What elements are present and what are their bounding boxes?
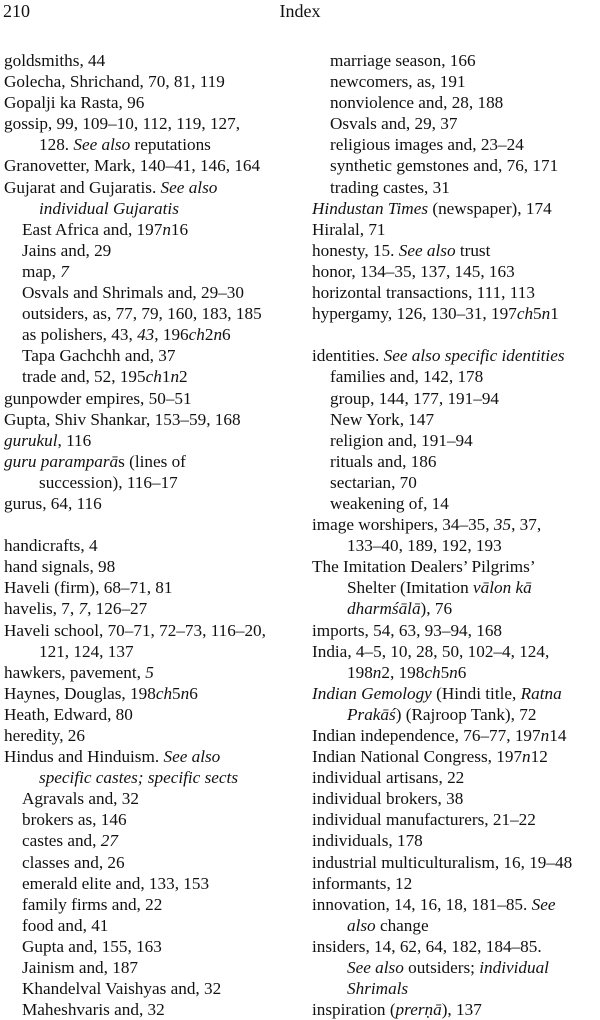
index-entry: individual artisans, 22 [312,768,465,788]
index-entry: havelis, 7, 7, 126–27 [4,599,148,619]
index-subentry: brokers as, 146 [22,810,127,830]
index-entry: horizontal transactions, 111, 113 [312,283,535,303]
index-entry-continuation: See also outsiders; individual [347,958,549,978]
index-entry: individuals, 178 [312,831,423,851]
index-entry: innovation, 14, 16, 18, 181–85. See [312,894,556,914]
index-entry: hand signals, 98 [4,557,116,577]
index-subentry: East Africa and, 197n16 [22,219,189,239]
index-entry: gurus, 64, 116 [4,493,102,513]
index-subentry: family firms and, 22 [22,894,163,914]
index-subentry: emerald elite and, 133, 153 [22,873,210,893]
index-entry: handicrafts, 4 [4,536,98,556]
index-subentry: families and, 142, 178 [330,367,484,387]
index-entry: Granovetter, Mark, 140–41, 146, 164 [4,156,261,176]
index-entry: The Imitation Dealers’ Pilgrims’ [312,557,536,577]
index-entry: individual brokers, 38 [312,789,464,809]
index-entry: goldsmiths, 44 [4,51,106,70]
page-number: 210 [3,1,30,21]
index-entry-continuation: 133–40, 189, 192, 193 [347,536,502,556]
index-entry-continuation: Prakāś) (Rajroop Tank), 72 [347,704,537,724]
index-entry: Indian independence, 76–77, 197n14 [312,726,567,745]
index-subentry: Tapa Gachchh and, 37 [22,346,176,366]
index-subentry: map, 7 [22,261,69,281]
index-entry: Indian Gemology (Hindi title, Ratna [312,683,562,703]
index-entry: Hiralal, 71 [312,219,386,239]
index-entry: honesty, 15. See also trust [312,240,491,260]
index-entry: Haveli school, 70–71, 72–73, 116–20, [4,620,266,640]
index-entry: Gujarat and Gujaratis. See also [4,177,218,197]
index-entry: individual manufacturers, 21–22 [312,810,536,830]
index-entry-continuation: 128. See also reputations [39,135,211,155]
index-entry-continuation: Shrimals [347,979,409,999]
running-title: Index [279,1,321,21]
index-subentry: rituals and, 186 [330,451,437,471]
index-subentry: Khandelval Vaishyas and, 32 [22,979,222,999]
index-entry: India, 4–5, 10, 28, 50, 102–4, 124, [312,641,550,661]
index-subentry: synthetic gemstones and, 76, 171 [330,156,559,176]
index-subentry: nonviolence and, 28, 188 [330,93,504,113]
index-subentry: Jains and, 29 [22,240,112,260]
index-subentry: newcomers, as, 191 [330,72,466,92]
index-entry: Gopalji ka Rasta, 96 [4,93,145,113]
index-subentry: Agravals and, 32 [22,789,139,809]
index-subentry: classes and, 26 [22,852,125,872]
index-subentry: Maheshvaris and, 32 [22,1000,165,1020]
index-entry: Golecha, Shrichand, 70, 81, 119 [4,72,225,92]
index-subentry: Jainism and, 187 [22,958,139,978]
index-entry: Hindus and Hinduism. See also [4,747,221,767]
index-entry: gunpowder empires, 50–51 [4,388,192,408]
index-entry: imports, 54, 63, 93–94, 168 [312,620,503,640]
index-subentry: castes and, 27 [22,831,118,851]
index-entry: image worshipers, 34–35, 35, 37, [312,515,542,535]
index-subentry: Osvals and Shrimals and, 29–30 [22,283,244,303]
index-entry-continuation: 121, 124, 137 [39,641,134,661]
index-entry-continuation: 198n2, 198ch5n6 [347,662,467,682]
index-entry: Haynes, Douglas, 198ch5n6 [4,683,198,703]
index-subentry: Osvals and, 29, 37 [330,114,458,134]
index-entry-continuation: specific castes; specific sects [39,768,239,788]
index-subentry: outsiders, as, 77, 79, 160, 183, 185 [22,304,262,324]
index-column-left [4,50,304,1020]
index-entry-continuation: succession), 116–17 [39,472,178,492]
index-subentry: trade and, 52, 195ch1n2 [22,367,188,387]
index-entry: insiders, 14, 62, 64, 182, 184–85. [312,936,542,956]
index-entry-continuation: dharmśālā), 76 [347,599,453,619]
index-subentry: trading castes, 31 [330,177,450,197]
index-subentry: weakening of, 14 [330,493,449,513]
index-entry: heredity, 26 [4,726,85,745]
index-subentry: Gupta and, 155, 163 [22,936,162,956]
index-entry: Heath, Edward, 80 [4,704,133,724]
section-gap [312,324,600,345]
index-entry: guru paramparās (lines of [4,451,186,471]
index-subentry: as polishers, 43, 43, 196ch2n6 [22,325,231,345]
index-entry-continuation: also change [347,915,429,935]
index-entry: Haveli (firm), 68–71, 81 [4,578,173,598]
index-entry: hawkers, pavement, 5 [4,662,154,682]
index-subentry: New York, 147 [330,409,435,429]
index-subentry: marriage season, 166 [330,51,476,70]
page-header [0,0,600,24]
index-entry: industrial multiculturalism, 16, 19–48 [312,852,573,872]
index-entry: inspiration (prerṇā), 137 [312,1000,482,1020]
section-gap [4,514,304,535]
index-column-right [312,50,600,1020]
index-entry: Hindustan Times (newspaper), 174 [312,198,552,218]
index-entry: identities. See also specific identities [312,346,565,366]
index-entry: gurukul, 116 [4,430,92,450]
index-entry: gossip, 99, 109–10, 112, 119, 127, [4,114,241,134]
index-entry-continuation: Shelter (Imitation vālon kā [347,578,532,598]
index-subentry: group, 144, 177, 191–94 [330,388,500,408]
index-entry: hypergamy, 126, 130–31, 197ch5n1 [312,304,559,324]
index-subentry: religious images and, 23–24 [330,135,524,155]
index-subentry: religion and, 191–94 [330,430,473,450]
index-entry: informants, 12 [312,873,413,893]
index-entry: Indian National Congress, 197n12 [312,747,548,767]
index-entry-continuation: individual Gujaratis [39,198,179,218]
index-entry: honor, 134–35, 137, 145, 163 [312,261,515,281]
index-entry: Gupta, Shiv Shankar, 153–59, 168 [4,409,241,429]
index-subentry: sectarian, 70 [330,472,417,492]
index-subentry: food and, 41 [22,915,109,935]
